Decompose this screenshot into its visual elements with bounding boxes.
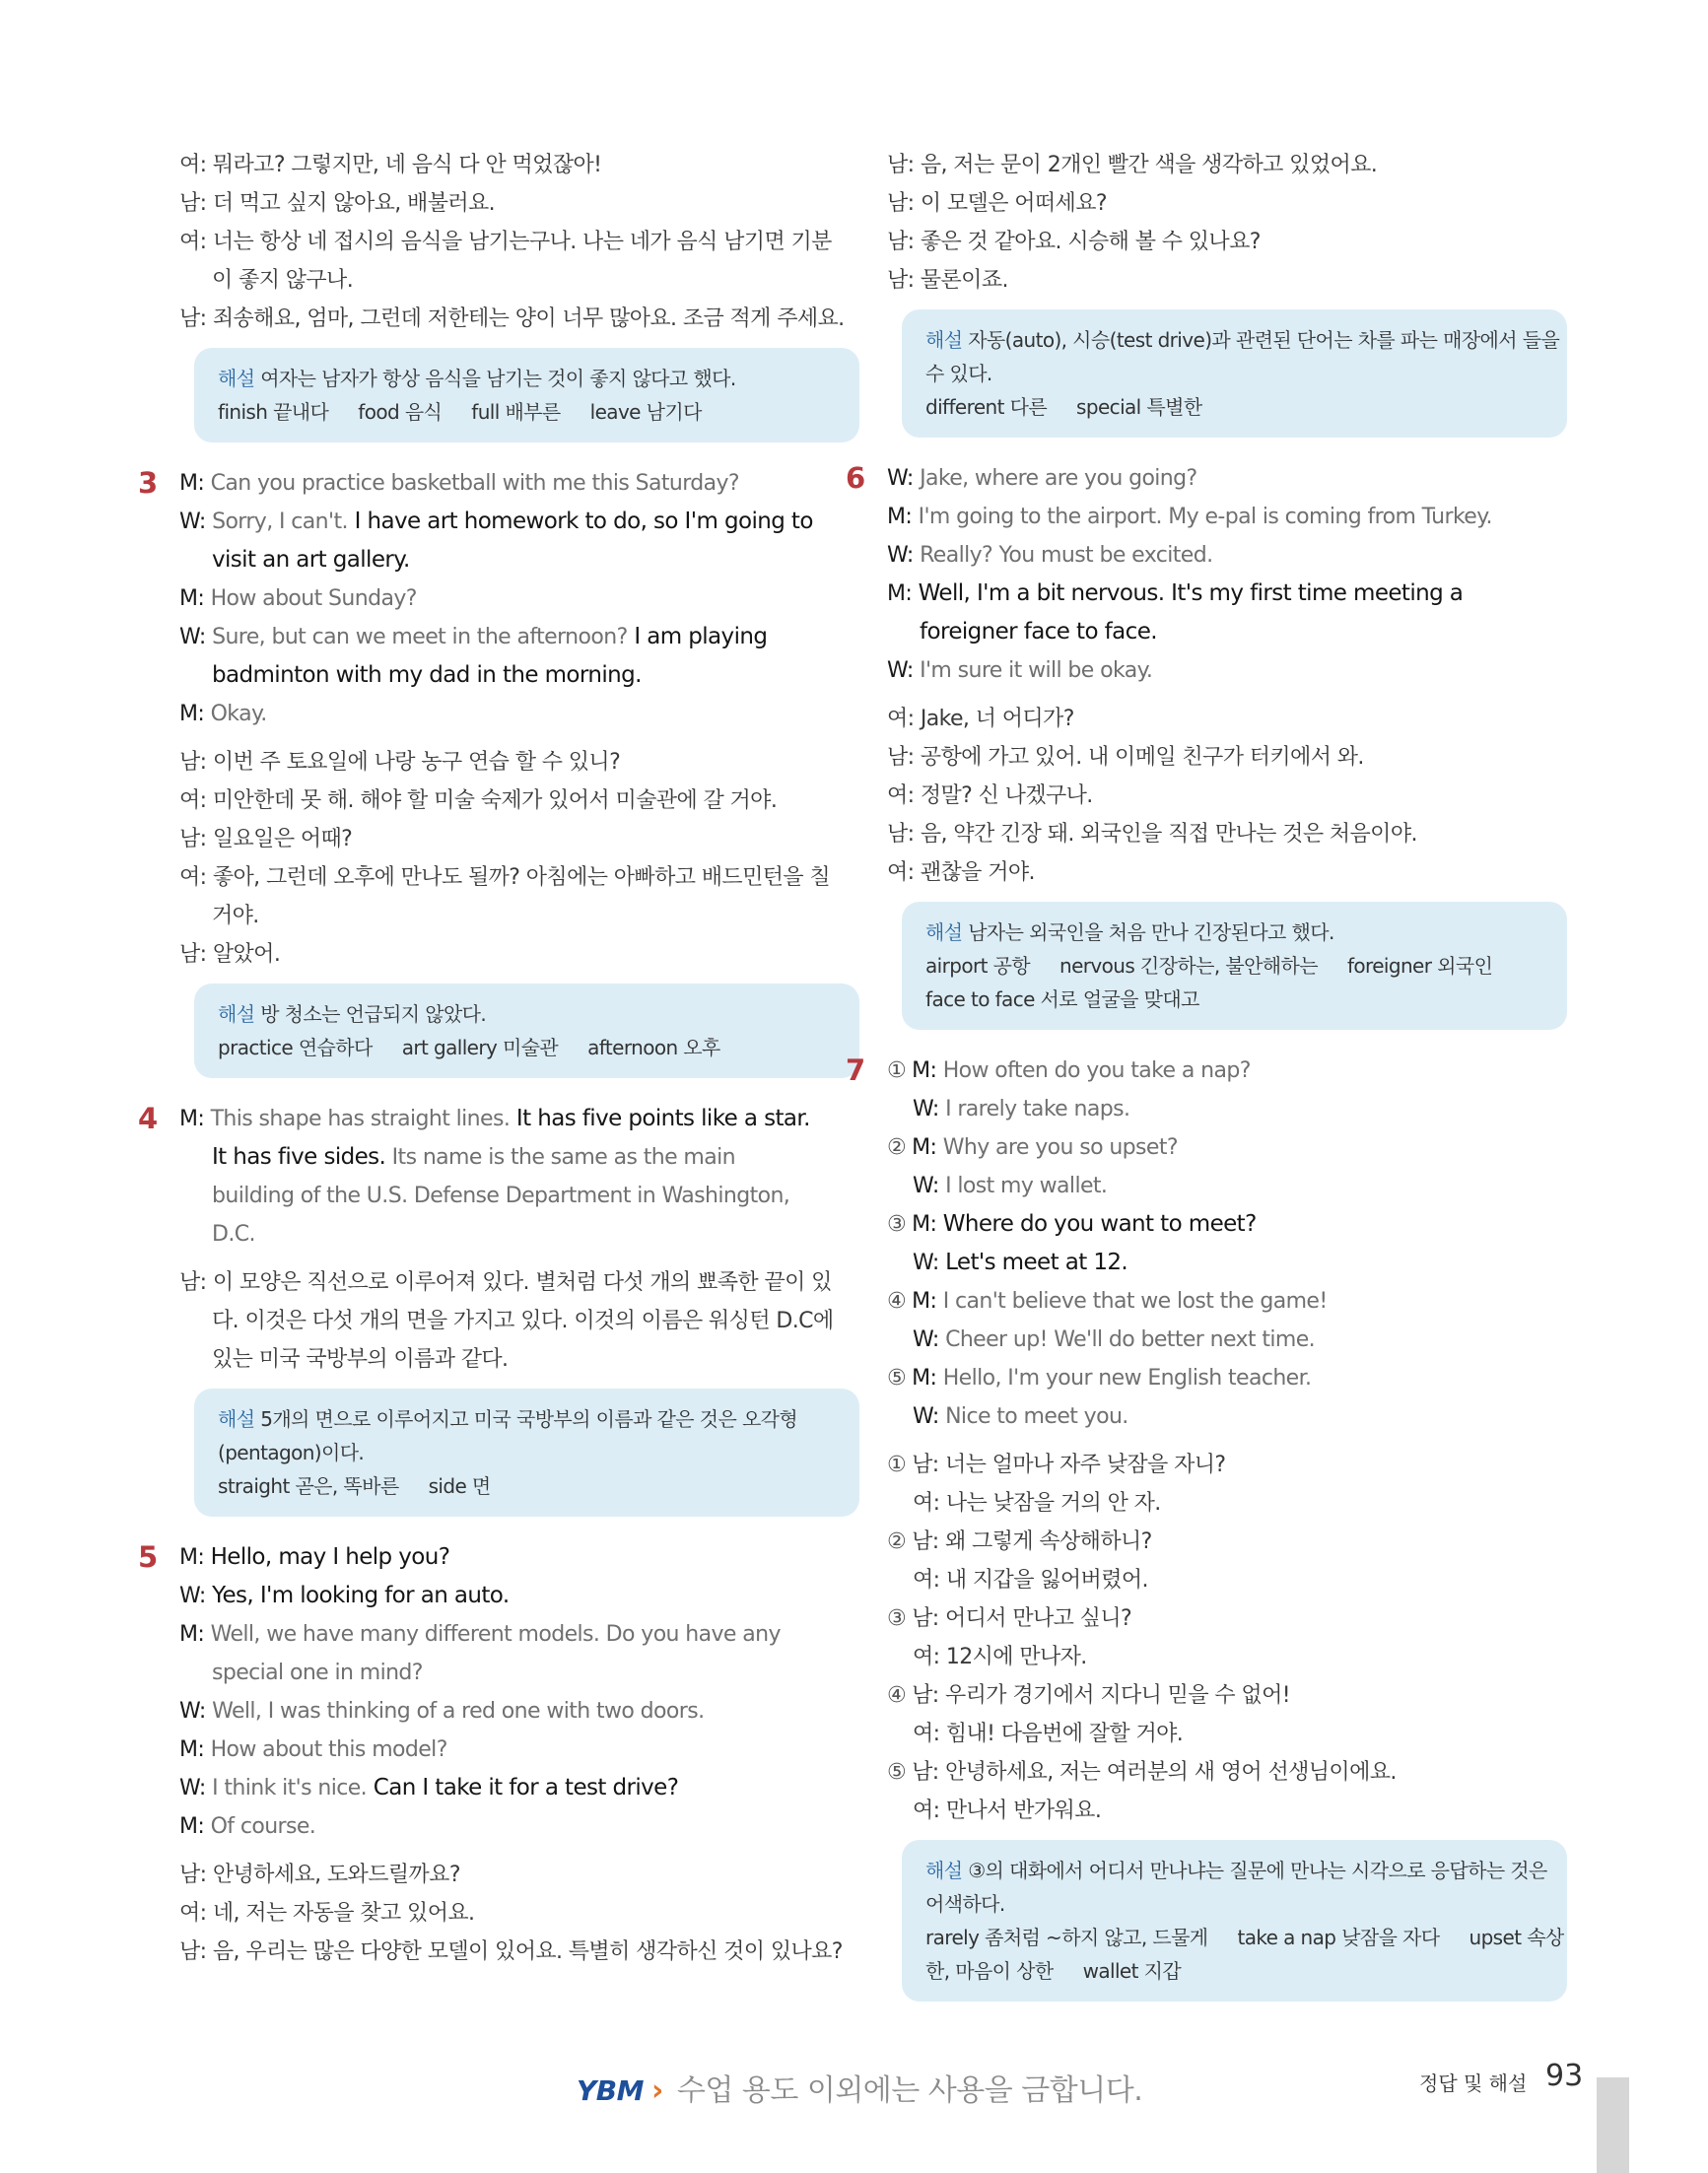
note-text: 남자는 외국인을 처음 만나 긴장된다고 했다.: [968, 920, 1334, 944]
dialogue-line: [179, 1731, 859, 1769]
speaker-label: M:: [912, 1058, 943, 1083]
translation-line: [887, 1715, 1567, 1753]
dialogue-text: Jake, where are you going?: [920, 466, 1197, 491]
page-number: 93: [1545, 2059, 1584, 2093]
note-terms: [218, 1031, 836, 1064]
vocab-term: wallet 지갑: [1082, 1959, 1182, 1983]
footer-notice: [577, 2066, 1142, 2109]
vocab-term: foreigner 외국인: [1346, 954, 1493, 978]
question-6: [846, 459, 1567, 1030]
vocab-term: face to face 서로 얼굴을 맞대고: [925, 987, 1199, 1011]
right-column: [846, 146, 1567, 2002]
vocab-term: 한, 마음이 상한: [925, 1959, 1054, 1983]
english-dialogue: [179, 1538, 859, 1846]
translation-line: [887, 1792, 1567, 1830]
dialogue-line: [179, 503, 859, 541]
q2-explanation-box: [194, 348, 859, 442]
key-sentence: badminton with my dad in the morning.: [212, 662, 642, 688]
question-number-3: 3: [138, 466, 159, 500]
note-text: 여자는 남자가 항상 음식을 남기는 것이 좋지 않다고 했다.: [260, 367, 736, 390]
dialogue-text: I'm going to the airport. My e-pal is coming from Turkey.: [918, 505, 1492, 529]
dialogue-line: [887, 1052, 1567, 1090]
spacer: [887, 1830, 1567, 1840]
speaker-label: W:: [179, 509, 213, 534]
explanation-box: [902, 1840, 1567, 2002]
korean-translation: [179, 1856, 859, 1971]
vocab-term: art gallery 미술관: [401, 1036, 559, 1059]
translation-line: 남: 이번 주 토요일에 나랑 농구 연습 할 수 있니?: [179, 750, 621, 775]
vocab-term: airport 공항: [925, 954, 1031, 978]
note-terms: [925, 983, 1543, 1016]
translation-text: 여: 힘내! 다음번에 잘할 거야.: [913, 1722, 1184, 1746]
translation-text: 남: 우리가 경기에서 지다니 믿을 수 없어!: [912, 1683, 1290, 1708]
note-tag: 해설: [925, 920, 969, 944]
speaker-label: M:: [179, 1622, 211, 1647]
dialogue-line: [179, 1177, 859, 1215]
speaker-label: M:: [912, 1289, 943, 1314]
dialogue-line: [887, 1359, 1567, 1397]
vocab-term: leave 남기다: [589, 400, 702, 424]
translation-line: [887, 1599, 1567, 1638]
note-tag: 해설: [925, 328, 969, 352]
question-4: [138, 1100, 859, 1517]
option-number: ②: [887, 1135, 907, 1160]
key-sentence: Where do you want to meet?: [942, 1211, 1257, 1237]
note-tag: 해설: [218, 1407, 261, 1431]
option-number: ①: [887, 1058, 907, 1083]
question-number-6: 6: [846, 461, 866, 495]
dialogue-line: [179, 1215, 859, 1254]
dialogue-line: [887, 1205, 1567, 1244]
dialogue-text: How about Sunday?: [210, 586, 417, 611]
note-text: ③의 대화에서 어디서 만나냐는 질문에 만나는 시각으로 응답하는 것은: [968, 1859, 1547, 1882]
speaker-label: W:: [913, 1097, 946, 1121]
dialogue-text: I think it's nice.: [212, 1776, 368, 1800]
translation-line: 여: Jake, 너 어디가?: [887, 707, 1074, 731]
side-tab-decoration: [1597, 2077, 1629, 2173]
spacer: [887, 690, 1567, 700]
vocab-term: nervous 긴장하는, 불안해하는: [1059, 954, 1318, 978]
translation-line: 다. 이것은 다섯 개의 면을 가지고 있다. 이것의 이름은 워싱턴 D.C에: [212, 1309, 834, 1333]
translation-line: 남: 물론이죠.: [887, 268, 1008, 293]
dialogue-line: [887, 575, 1567, 613]
option-number: ③: [887, 1606, 907, 1631]
dialogue-line: [179, 1807, 859, 1846]
dialogue-line: [179, 464, 859, 503]
dialogue-line: [179, 1538, 859, 1577]
translation-line: [887, 1676, 1567, 1715]
korean-translation: [887, 700, 1567, 892]
note-line: (pentagon)이다.: [218, 1441, 365, 1464]
korean-translation: [179, 1263, 859, 1379]
dialogue-text: Cheer up! We'll do better next time.: [945, 1327, 1316, 1352]
option-number: ①: [887, 1453, 907, 1477]
dialogue-text: Can you practice basketball with me this Saturday?: [210, 471, 740, 496]
note-text: 5개의 면으로 이루어지고 미국 국방부의 이름과 같은 것은 오각형: [260, 1407, 798, 1431]
translation-line: 남: 이 모델은 어떠세요?: [887, 191, 1107, 216]
q5-korean-continuation: [887, 146, 1567, 300]
dialogue-line: [887, 1090, 1567, 1128]
translation-text: 여: 내 지갑을 잃어버렸어.: [913, 1568, 1148, 1593]
note-line: [925, 916, 1543, 949]
speaker-label: M:: [912, 1212, 943, 1237]
note-tag: 해설: [925, 1859, 969, 1882]
q2-korean-continuation: [179, 146, 859, 338]
english-dialogue: [887, 459, 1567, 690]
dialogue-text: Sorry, I can't.: [212, 509, 348, 534]
translation-text: 남: 어디서 만나고 싶니?: [912, 1606, 1132, 1631]
dialogue-text: Okay.: [210, 702, 267, 726]
spacer: [179, 974, 859, 984]
note-text: 자동(auto), 시승(test drive)과 관련된 단어는 차를 파는 매장에서 들을: [968, 328, 1560, 352]
dialogue-line: [887, 1128, 1567, 1167]
vocab-term: afternoon 오후: [587, 1036, 720, 1059]
speaker-label: M:: [912, 1135, 943, 1160]
speaker-label: W:: [913, 1404, 946, 1429]
speaker-label: M:: [887, 505, 919, 529]
note-line: [218, 362, 836, 395]
speaker-label: W:: [887, 543, 921, 568]
note-text: 방 청소는 언급되지 않았다.: [260, 1002, 487, 1026]
note-terms: [925, 390, 1543, 424]
dialogue-line: [179, 1654, 859, 1692]
translation-line: 여: 미안한데 못 해. 해야 할 미술 숙제가 있어서 미술관에 갈 거야.: [179, 788, 778, 813]
question-number-4: 4: [138, 1102, 159, 1135]
vocab-term: side 면: [428, 1474, 491, 1498]
dialogue-text: Well, I was thinking of a red one with two doors.: [212, 1699, 705, 1724]
english-dialogue: [179, 1100, 859, 1254]
note-terms: [925, 1921, 1564, 1954]
dialogue-text: Its name is the same as the main: [385, 1145, 735, 1170]
translation-line: 있는 미국 국방부의 이름과 같다.: [212, 1347, 509, 1372]
translation-line: 남: 죄송해요, 엄마, 그런데 저한테는 양이 너무 많아요. 조금 적게 주세요.: [179, 306, 845, 331]
dialogue-line: [179, 1100, 859, 1138]
question-3: [138, 464, 859, 1078]
speaker-label: M:: [887, 581, 919, 606]
note-line: [218, 997, 836, 1031]
translation-line: 여: 좋아, 그런데 오후에 만나도 될까? 아침에는 아빠하고 배드민턴을 칠: [179, 865, 831, 890]
question-7: [846, 1052, 1567, 2002]
spacer: [179, 733, 859, 743]
spacer: [887, 1436, 1567, 1446]
dialogue-text: I'm sure it will be okay.: [920, 658, 1153, 683]
dialogue-text: Hello, I'm your new English teacher.: [942, 1366, 1312, 1391]
english-dialogue: [887, 1052, 1567, 1436]
speaker-label: W:: [179, 1699, 213, 1724]
speaker-label: W:: [913, 1327, 946, 1352]
dialogue-line: [179, 1769, 859, 1807]
dialogue-text: Of course.: [210, 1814, 316, 1839]
speaker-label: M:: [179, 471, 211, 496]
explanation-box: [194, 984, 859, 1078]
speaker-label: M:: [179, 1107, 211, 1131]
option-number: ⑤: [887, 1366, 907, 1391]
dialogue-line: [887, 1167, 1567, 1205]
dialogue-line: [179, 1615, 859, 1654]
translation-line: 여: 뭐라고? 그렇지만, 네 음식 다 안 먹었잖아!: [179, 153, 602, 177]
vocab-term: food 음식: [358, 400, 443, 424]
speaker-label: W:: [913, 1251, 946, 1275]
translation-text: 남: 왜 그렇게 속상해하니?: [912, 1529, 1152, 1554]
left-column: [138, 146, 859, 1971]
option-number: ④: [887, 1289, 907, 1314]
translation-line: 남: 일요일은 어때?: [179, 827, 353, 851]
key-sentence: I am playing: [627, 624, 768, 649]
translation-line: 남: 음, 저는 문이 2개인 빨간 색을 생각하고 있었어요.: [887, 153, 1378, 177]
speaker-label: W:: [887, 466, 921, 491]
section-label: 정답 및 해설: [1419, 2071, 1528, 2095]
korean-translation: [179, 743, 859, 974]
spacer: [179, 1254, 859, 1263]
dialogue-text: How about this model?: [210, 1737, 447, 1762]
translation-line: [887, 1446, 1567, 1484]
key-sentence: Yes, I'm looking for an auto.: [212, 1583, 510, 1608]
key-sentence: Hello, may I help you?: [210, 1544, 450, 1570]
translation-line: [887, 1638, 1567, 1676]
dialogue-line: [179, 1577, 859, 1615]
vocab-term: upset 속상: [1469, 1926, 1564, 1949]
explanation-box: [902, 902, 1567, 1030]
dialogue-line: [887, 613, 1567, 651]
spacer: [179, 1846, 859, 1856]
translation-text: 남: 안녕하세요, 저는 여러분의 새 영어 선생님이에요.: [912, 1760, 1397, 1785]
dialogue-text: I lost my wallet.: [945, 1174, 1108, 1198]
dialogue-line: [179, 579, 859, 618]
key-sentence: foreigner face to face.: [920, 619, 1157, 645]
option-number: ②: [887, 1529, 907, 1554]
vocab-term: rarely 좀처럼 ~하지 않고, 드물게: [925, 1926, 1208, 1949]
vocab-term: different 다른: [925, 395, 1048, 419]
speaker-label: M:: [179, 1814, 211, 1839]
dialogue-text: I rarely take naps.: [945, 1097, 1130, 1121]
translation-line: 거야.: [212, 904, 259, 928]
usage-restriction-text: 수업 용도 이외에는 사용을 금합니다.: [676, 2073, 1143, 2108]
translation-line: 남: 음, 우리는 많은 다양한 모델이 있어요. 특별히 생각하신 것이 있나요?: [179, 1939, 843, 1964]
vocab-term: finish 끝내다: [218, 400, 329, 424]
ybm-logo: YBM: [577, 2074, 644, 2107]
dialogue-line: [887, 536, 1567, 575]
chevron-right-icon: ›: [650, 2073, 663, 2108]
vocab-term: straight 곧은, 똑바른: [218, 1474, 399, 1498]
spacer: [887, 892, 1567, 902]
translation-line: 여: 정말? 신 나겠구나.: [887, 783, 1093, 808]
translation-text: 여: 만나서 반가워요.: [913, 1799, 1102, 1823]
speaker-label: M:: [912, 1366, 943, 1391]
note-line: 어색하다.: [925, 1892, 1005, 1916]
translation-line: 남: 음, 약간 긴장 돼. 외국인을 직접 만나는 것은 처음이야.: [887, 822, 1417, 847]
dialogue-line: [887, 1321, 1567, 1359]
note-line: [925, 1854, 1547, 1887]
note-tag: 해설: [218, 367, 261, 390]
korean-translation: [887, 1446, 1567, 1830]
speaker-label: W:: [913, 1174, 946, 1198]
key-sentence: It has five sides.: [212, 1144, 386, 1170]
dialogue-text: How often do you take a nap?: [942, 1058, 1251, 1083]
option-number: ③: [887, 1212, 907, 1237]
dialogue-line: [179, 1138, 859, 1177]
key-sentence: I have art homework to do, so I'm going to: [347, 509, 813, 534]
dialogue-text: Well, we have many different models. Do you have any: [210, 1622, 781, 1647]
translation-line: 여: 너는 항상 네 접시의 음식을 남기는구나. 나는 네가 음식 남기면 기분: [179, 230, 832, 254]
question-number-7: 7: [846, 1053, 866, 1087]
translation-line: 남: 이 모양은 직선으로 이루어져 있다. 별처럼 다섯 개의 뾰족한 끝이 있: [179, 1270, 832, 1295]
note-line: 수 있다.: [925, 362, 992, 385]
translation-line: [887, 1561, 1567, 1599]
spacer: [179, 1379, 859, 1389]
translation-line: 남: 알았어.: [179, 942, 281, 967]
option-number: ④: [887, 1683, 907, 1708]
speaker-label: W:: [179, 1584, 213, 1608]
option-number: ⑤: [887, 1760, 907, 1785]
dialogue-line: [887, 1244, 1567, 1282]
translation-line: 이 좋지 않구나.: [212, 268, 354, 293]
key-sentence: visit an art gallery.: [212, 547, 410, 573]
vocab-term: special 특별한: [1076, 395, 1202, 419]
dialogue-text: Sure, but can we meet in the afternoon?: [212, 625, 628, 649]
translation-line: 남: 좋은 것 같아요. 시승해 볼 수 있나요?: [887, 230, 1261, 254]
dialogue-text: building of the U.S. Defense Department in Washington,: [212, 1184, 790, 1208]
translation-line: 여: 괜찮을 거야.: [887, 860, 1035, 885]
speaker-label: W:: [179, 625, 213, 649]
translation-line: 여: 네, 저는 자동을 찾고 있어요.: [179, 1901, 475, 1926]
speaker-label: M:: [179, 1545, 211, 1570]
vocab-term: take a nap 낮잠을 자다: [1237, 1926, 1440, 1949]
speaker-label: W:: [179, 1776, 213, 1800]
dialogue-line: [179, 695, 859, 733]
dialogue-line: [887, 1397, 1567, 1436]
translation-line: 남: 더 먹고 싶지 않아요, 배불러요.: [179, 191, 496, 216]
dialogue-line: [179, 618, 859, 656]
dialogue-line: [887, 1282, 1567, 1321]
note-terms: [218, 1469, 836, 1503]
translation-text: 남: 너는 얼마나 자주 낮잠을 자니?: [912, 1453, 1226, 1477]
note-tag: 해설: [218, 1002, 261, 1026]
translation-line: 남: 안녕하세요, 도와드릴까요?: [179, 1863, 460, 1887]
translation-line: [887, 1753, 1567, 1792]
speaker-label: M:: [179, 586, 211, 611]
speaker-label: M:: [179, 702, 211, 726]
translation-line: [887, 1523, 1567, 1561]
dialogue-line: [887, 651, 1567, 690]
dialogue-line: [887, 459, 1567, 498]
dialogue-line: [179, 656, 859, 695]
dialogue-text: D.C.: [212, 1222, 255, 1247]
dialogue-text: Nice to meet you.: [945, 1404, 1128, 1429]
translation-line: 남: 공항에 가고 있어. 내 이메일 친구가 터키에서 와.: [887, 745, 1364, 770]
explanation-box: [194, 1389, 859, 1517]
dialogue-line: [179, 1692, 859, 1731]
dialogue-text: I can't believe that we lost the game!: [942, 1289, 1328, 1314]
translation-text: 여: 12시에 만나자.: [913, 1645, 1087, 1669]
note-line: [925, 323, 1560, 357]
question-number-5: 5: [138, 1540, 159, 1574]
dialogue-text: Really? You must be excited.: [920, 543, 1213, 568]
vocab-term: full 배부른: [471, 400, 561, 424]
dialogue-text: special one in mind?: [212, 1661, 423, 1685]
key-sentence: Let's meet at 12.: [945, 1250, 1128, 1275]
dialogue-line: [887, 498, 1567, 536]
note-line: [218, 1402, 836, 1436]
question-5: [138, 1538, 859, 1971]
dialogue-line: [179, 541, 859, 579]
note-terms: [218, 395, 836, 429]
dialogue-text: This shape has straight lines.: [210, 1107, 511, 1131]
vocab-term: practice 연습하다: [218, 1036, 373, 1059]
key-sentence: Well, I'm a bit nervous. It's my first time meeting a: [918, 580, 1464, 606]
speaker-label: W:: [887, 658, 921, 683]
key-sentence: It has five points like a star.: [510, 1106, 810, 1131]
english-dialogue: [179, 464, 859, 733]
note-terms: [925, 949, 1543, 983]
q5-explanation-box: [902, 309, 1567, 438]
key-sentence: Can I take it for a test drive?: [367, 1775, 679, 1800]
translation-text: 여: 나는 낮잠을 거의 안 자.: [913, 1491, 1161, 1516]
note-terms: [925, 1954, 1543, 1988]
translation-line: [887, 1484, 1567, 1523]
speaker-label: M:: [179, 1737, 211, 1762]
dialogue-text: Why are you so upset?: [942, 1135, 1178, 1160]
